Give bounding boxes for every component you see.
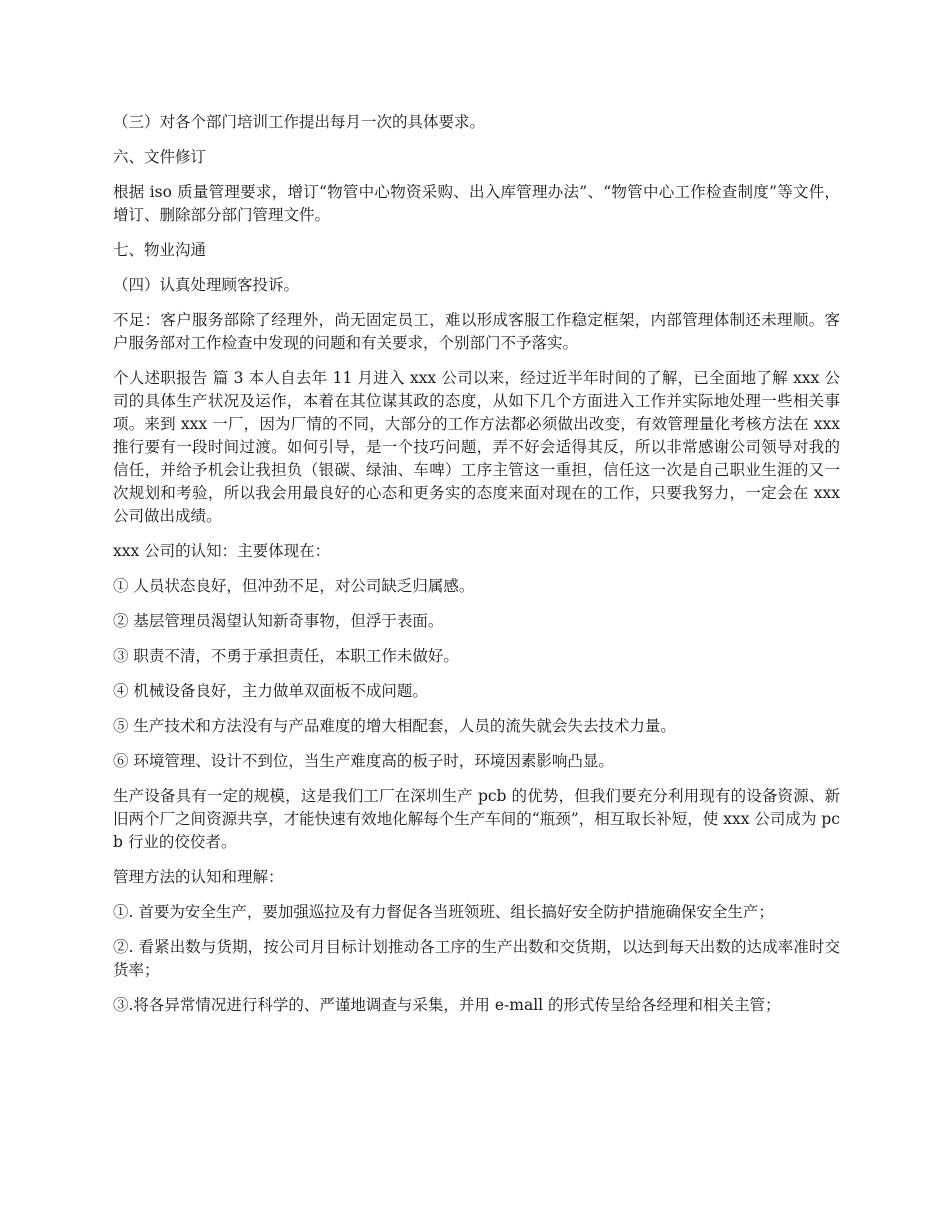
list-item-exception-reporting: ③.将各异常情况进行科学的、严谨地调查与采集，并用 e-mall 的形式传呈给各经理和相关主管； [113,996,781,1014]
paragraph-report-intro: 个人述职报告 篇 3 本人自去年 11 月进入 xxx 公司以来，经过近半年时间的了解，已全面地了解 xxx 公司的具体生产状况及运作，本着在其位谋其政的态度，从如下几个方面进入工作并实际地处理一些相关事项。来到 xxx 一厂，因为厂情的不同，大部分的工作方法都必须做出改变，有效管理量化考核方法在 xxx 推行要有一段时间过渡。如何引导，是一个技巧问题，弄不好会适得其反，所以非常感谢公司领导对我的信任，并给予机会让我担负（银碳、绿油、车啤）工序主管这一重担，信任这一次是自己职业生涯的又一次规划和考验，所以我会用最良好的心态和更务实的态度来面对现在的工作，只要我努力，一定会在 xxx 公司做出成绩。 [113,369,840,525]
list-item-equipment: ④ 机械设备良好，主力做单双面板不成问题。 [113,682,428,700]
heading-property-communication: 七、物业沟通 [113,241,207,259]
paragraph-customer-complaints: （四）认真处理顾客投诉。 [113,276,300,294]
paragraph-iso-revision: 根据 iso 质量管理要求，增订“物管中心物资采购、出入库管理办法”、“物管中心工作检查制度”等文件，增订、删除部分部门管理文件。 [113,183,840,224]
heading-management-methods: 管理方法的认知和理解： [113,868,284,886]
list-item-technology: ⑤ 生产技术和方法没有与产品难度的增大相配套，人员的流失就会失去技术力量。 [113,717,676,735]
list-item-grassroots-managers: ② 基层管理员渴望认知新奇事物，但浮于表面。 [113,612,444,630]
paragraph-production-equipment: 生产设备具有一定的规模，这是我们工厂在深圳生产 pcb 的优势，但我们要充分利用现有的设备资源、新旧两个厂之间资源共享，才能快速有效地化解每个生产车间的“瓶颈”，相互取长补短，使 xxx 公司成为 pcb 行业的佼佼者。 [113,787,840,851]
paragraph-shortcomings: 不足：客户服务部除了经理外，尚无固定员工，难以形成客服工作稳定框架，内部管理体制还未理顺。客户服务部对工作检查中发现的问题和有关要求，个别部门不予落实。 [113,311,840,352]
list-item-safety-production: ①. 首要为安全生产，要加强巡拉及有力督促各当班领班、组长搞好安全防护措施确保安全生产； [113,903,774,921]
paragraph-training-requirement: （三）对各个部门培训工作提出每月一次的具体要求。 [113,113,486,131]
list-item-delivery: ②. 看紧出数与货期，按公司月目标计划推动各工序的生产出数和交货期，以达到每天出数的达成率准时交货率； [113,938,840,979]
list-item-environment: ⑥ 环境管理、设计不到位，当生产难度高的板子时，环境因素影响凸显。 [113,752,614,770]
document-page [113,111,840,1029]
list-item-staff-status: ① 人员状态良好，但冲劲不足，对公司缺乏归属感。 [113,577,475,595]
list-item-unclear-duties: ③ 职责不清，不勇于承担责任，本职工作未做好。 [113,647,459,665]
heading-document-revision: 六、文件修订 [113,148,207,166]
paragraph-company-cognition: xxx 公司的认知：主要体现在： [113,542,331,560]
